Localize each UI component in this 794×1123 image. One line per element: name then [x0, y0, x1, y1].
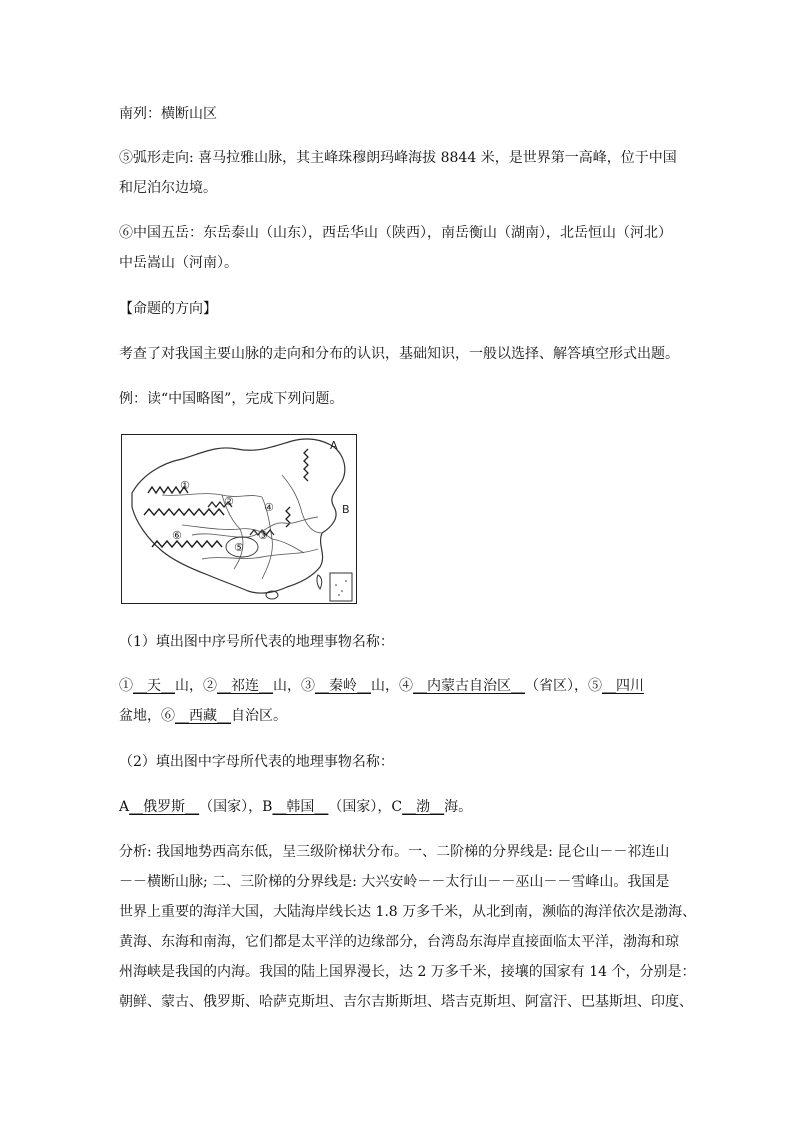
- marker-1: ①: [119, 678, 133, 694]
- marker-4: ④: [399, 678, 413, 694]
- marker-6: ⑥: [161, 708, 175, 724]
- text-fragment: 自治区。: [231, 708, 287, 724]
- text-fragment: 盆: [119, 708, 133, 724]
- yellow-river: [192, 517, 318, 537]
- map-label-6: ⑥: [172, 529, 182, 542]
- text-fragment: 山，: [273, 678, 301, 694]
- analysis-line: 世界上重要的海洋大国，大陆海岸线长达 1.8 万多千米，从北到南，濒临的海洋依次是渤海、: [119, 904, 697, 920]
- analysis-line: －－横断山脉; 二、三阶梯的分界线是: 大兴安岭－－太行山－－巫山－－雪峰山。我国是: [119, 874, 670, 890]
- marker-2: ②: [203, 678, 217, 694]
- letter-a: A: [119, 799, 130, 815]
- province-boundary: [272, 539, 304, 553]
- question-1-answer-line-2: [119, 706, 287, 726]
- text-fragment: 山，: [371, 678, 399, 694]
- map-label-A: A: [330, 439, 338, 452]
- answer-5: __四川: [602, 678, 644, 694]
- text-fragment: （省区），: [525, 678, 588, 694]
- taiwan-island: [317, 575, 322, 589]
- kunlun-range: [144, 509, 224, 515]
- text-fragment: 地，: [133, 708, 161, 724]
- map-label-B: B: [342, 503, 350, 516]
- map-label-1: ①: [180, 479, 190, 492]
- answer-b: __韩国__: [272, 799, 329, 815]
- text-fragment: 山，: [175, 678, 203, 694]
- text-line: 南列：横断山区: [119, 106, 217, 122]
- text-line: ⑤弧形走向: 喜马拉雅山脉，其主峰珠穆朗玛峰海拔 8844 米，是世界第一高峰，位于中国: [119, 150, 677, 166]
- text-fragment: 海。: [444, 799, 473, 815]
- answer-4: __内蒙古自治区__: [413, 678, 525, 694]
- text-fragment: （国家），: [199, 799, 263, 815]
- letter-b: B: [262, 799, 273, 815]
- china-map-figure: [122, 435, 356, 603]
- text-line: ⑥中国五岳：东岳泰山（山东），西岳华山（陕西），南岳衡山（湖南），北岳恒山（河北）: [119, 225, 672, 241]
- marker-3: ③: [301, 678, 315, 694]
- text-fragment: （国家），: [328, 799, 392, 815]
- text-line: 考查了对我国主要山脉的走向和分布的认识，基础知识，一般以选择、解答填空形式出题。: [119, 346, 679, 362]
- question-2-prompt: （2）填出图中字母所代表的地理事物名称：: [119, 754, 394, 770]
- china-outline: [132, 439, 345, 593]
- text-line: 中岳嵩山（河南）。: [119, 255, 238, 271]
- himalaya-range: [152, 541, 222, 547]
- question-2-answer-line: [119, 797, 472, 817]
- answer-3: __秦岭__: [315, 678, 371, 694]
- china-sketch-map: [121, 434, 357, 604]
- analysis-line: 黄海、东海和南海，它们都是太平洋的边缘部分，台湾岛东海岸直接面临太平洋，渤海和琼: [119, 934, 679, 950]
- answer-6: __西藏__: [175, 708, 231, 724]
- question-1-answer-line: [119, 676, 644, 696]
- text-line: 例：读“中国略图”，完成下列问题。: [119, 391, 344, 407]
- marker-5: ⑤: [588, 678, 602, 694]
- section-heading: 【命题的方向】: [119, 301, 217, 317]
- text-line: 和尼泊尔边境。: [119, 180, 217, 196]
- analysis-line: 州海峡是我国的内海。我国的陆上国界漫长，达 2 万多千米，接壤的国家有 14 个，分别是：: [119, 964, 696, 980]
- map-label-5: ⑤: [234, 541, 244, 554]
- map-label-4: ④: [264, 501, 274, 514]
- map-label-3: ③: [258, 529, 268, 542]
- answer-1: __天__: [133, 678, 175, 694]
- map-label-2: ②: [224, 495, 234, 508]
- daxinganling-range: [304, 449, 308, 481]
- question-1-prompt: （1）填出图中序号所代表的地理事物名称：: [119, 634, 394, 650]
- south-china-sea-inset: [330, 573, 352, 601]
- analysis-line: 分析: 我国地势西高东低，呈三级阶梯状分布。一、二阶梯的分界线是: 昆仑山－－祁连山: [119, 844, 670, 860]
- answer-c: __渤__: [402, 799, 445, 815]
- answer-a: __俄罗斯__: [129, 799, 200, 815]
- letter-c: C: [391, 799, 403, 815]
- yangtze-river: [202, 549, 318, 559]
- analysis-line: 朝鲜、蒙古、俄罗斯、哈萨克斯坦、吉尔吉斯斯坦、塔吉克斯坦、阿富汗、巴基斯坦、印度、: [119, 994, 693, 1010]
- taihang-range: [286, 507, 290, 527]
- answer-2: __祁连__: [217, 678, 273, 694]
- province-boundary: [162, 494, 262, 497]
